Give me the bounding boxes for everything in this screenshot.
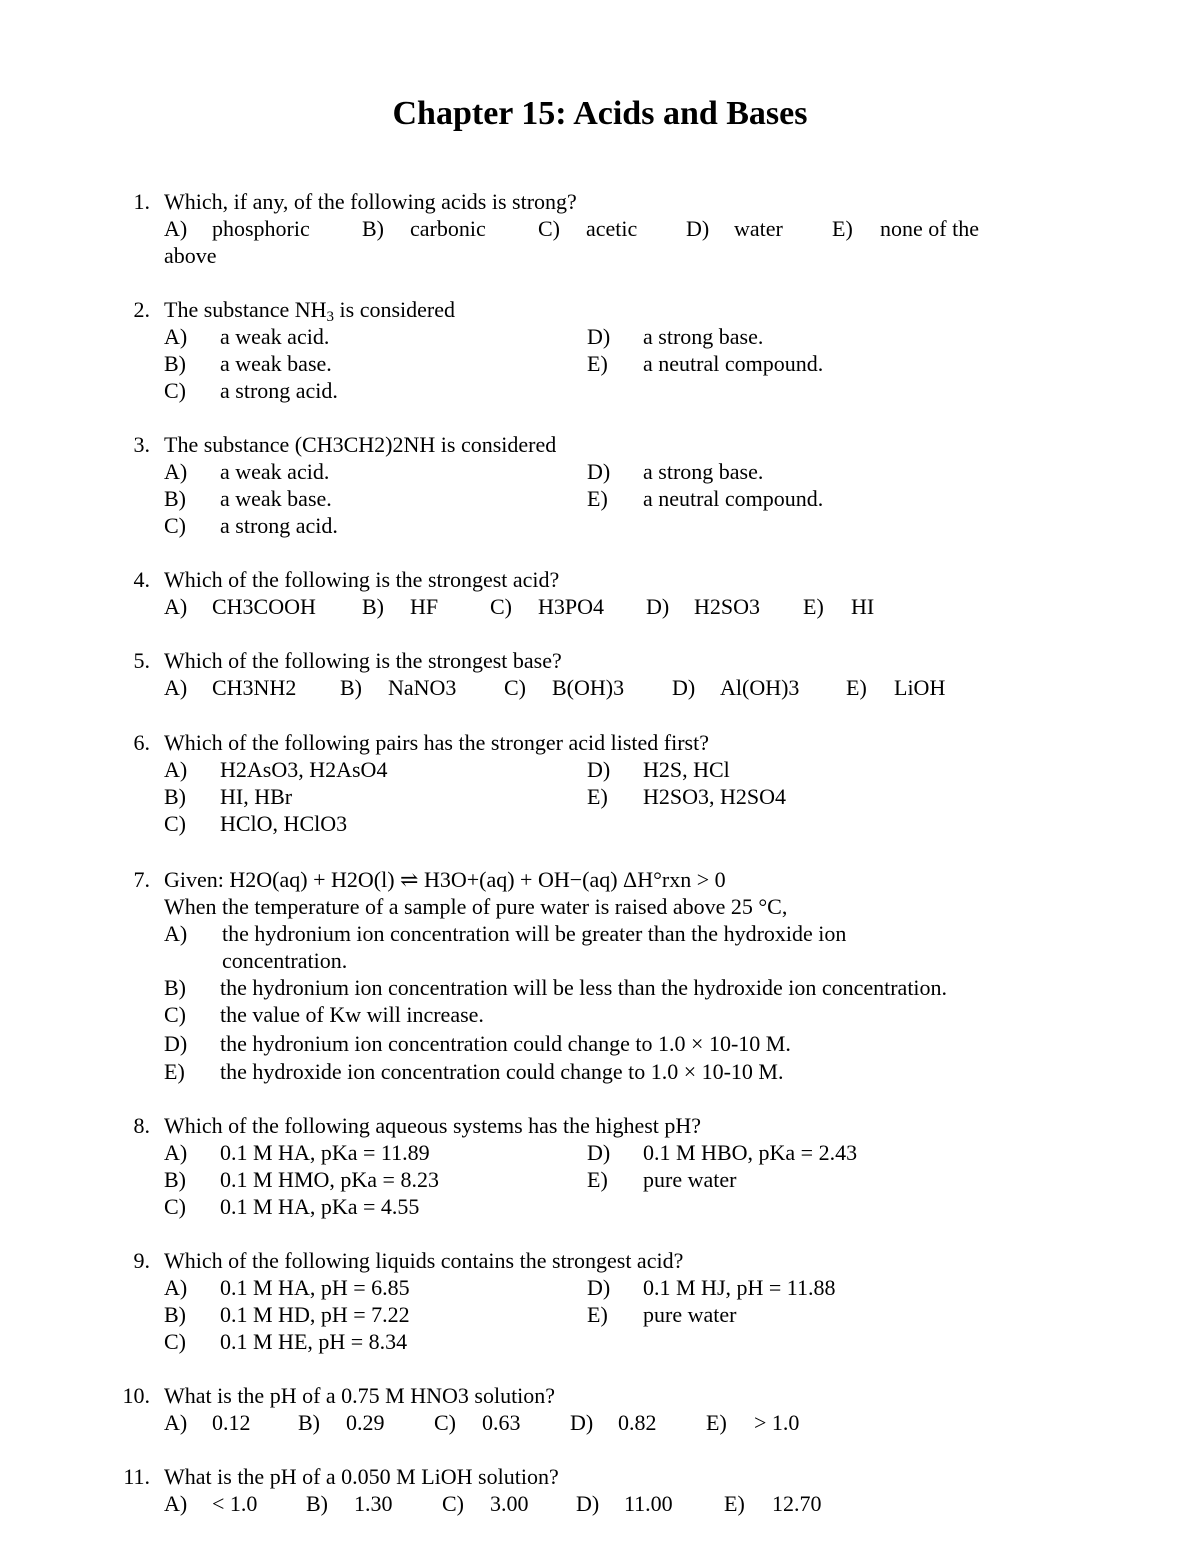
option-c[interactable]: C) 0.1 M HA, pKa = 4.55	[164, 1194, 420, 1219]
question-stem: Which of the following aqueous systems has the highest pH?	[164, 1113, 702, 1138]
option-a[interactable]: A) 0.1 M HA, pKa = 11.89	[164, 1140, 430, 1165]
question-number: 2.	[133, 297, 150, 322]
option-a[interactable]: A) CH3COOH	[164, 594, 316, 619]
option-d[interactable]: D) H2SO3	[646, 594, 761, 619]
question-number: 4.	[133, 567, 150, 592]
option-a[interactable]: A) 0.12	[164, 1410, 251, 1435]
option-c[interactable]: C) 0.63	[434, 1410, 521, 1435]
question-stem: Which of the following pairs has the stronger acid listed first?	[164, 730, 709, 755]
question-stem: Given: H2O(aq) + H2O(l) ⇌ H3O+(aq) + OH−(aq) ΔH°rxn > 0	[164, 867, 726, 892]
option-d[interactable]: D) the hydronium ion concentration could change to 1.0 × 10-10 M.	[164, 1031, 791, 1056]
option-c[interactable]: C) acetic	[538, 216, 638, 241]
option-a[interactable]: A) phosphoric	[164, 216, 310, 241]
option-b[interactable]: B) NaNO3	[340, 675, 457, 700]
option-e[interactable]: E) > 1.0	[706, 1410, 800, 1435]
option-c[interactable]: C) the value of Kw will increase.	[164, 1002, 484, 1027]
option-b[interactable]: B) a weak base.	[164, 351, 332, 376]
option-a[interactable]: A) CH3NH2	[164, 675, 297, 700]
option-e[interactable]: E) 12.70	[724, 1491, 822, 1516]
option-c[interactable]: C) HClO, HClO3	[164, 811, 348, 836]
option-e[interactable]: E) H2SO3, H2SO4	[587, 784, 787, 809]
question-stem: What is the pH of a 0.050 M LiOH solution?	[164, 1464, 559, 1489]
option-c[interactable]: C) 3.00	[442, 1491, 529, 1516]
option-e[interactable]: E) none of the	[832, 216, 979, 241]
option-c[interactable]: C) H3PO4	[490, 594, 605, 619]
option-b[interactable]: B) a weak base.	[164, 486, 332, 511]
question-stem: What is the pH of a 0.75 M HNO3 solution?	[164, 1383, 556, 1408]
option-c[interactable]: C) 0.1 M HE, pH = 8.34	[164, 1329, 408, 1354]
question-stem: Which, if any, of the following acids is strong?	[164, 189, 577, 214]
question-number: 6.	[133, 730, 150, 755]
option-e[interactable]: E) pure water	[587, 1167, 737, 1192]
question-number: 9.	[133, 1248, 150, 1273]
option-a[interactable]: A) a weak acid.	[164, 459, 330, 484]
option-e[interactable]: E) pure water	[587, 1302, 737, 1327]
question-stem: Which of the following is the strongest acid?	[164, 567, 560, 592]
option-a[interactable]: A) 0.1 M HA, pH = 6.85	[164, 1275, 410, 1300]
option-e-continuation: above	[164, 243, 217, 268]
option-d[interactable]: D) a strong base.	[587, 459, 764, 484]
option-d[interactable]: D) 0.1 M HBO, pKa = 2.43	[587, 1140, 858, 1165]
option-d[interactable]: D) 0.1 M HJ, pH = 11.88	[587, 1275, 836, 1300]
question-number: 10.	[122, 1383, 150, 1408]
option-c[interactable]: C) B(OH)3	[504, 675, 625, 700]
option-b[interactable]: B) the hydronium ion concentration will be less than the hydroxide ion concentration.	[164, 975, 948, 1000]
option-d[interactable]: D) water	[686, 216, 783, 241]
option-e[interactable]: E) LiOH	[846, 675, 946, 700]
page-title: Chapter 15: Acids and Bases	[392, 95, 808, 132]
question-number: 3.	[133, 432, 150, 457]
option-e[interactable]: E) a neutral compound.	[587, 351, 824, 376]
option-b[interactable]: B) carbonic	[362, 216, 486, 241]
option-b[interactable]: B) 0.1 M HMO, pKa = 8.23	[164, 1167, 439, 1192]
question-number: 11.	[123, 1464, 150, 1489]
option-b[interactable]: B) HI, HBr	[164, 784, 293, 809]
question-stem-line-2: When the temperature of a sample of pure water is raised above 25 °C,	[164, 894, 788, 919]
option-b[interactable]: B) HF	[362, 594, 439, 619]
question-stem: The substance $NH_3$ is considered	[164, 297, 455, 325]
question-number: 5.	[133, 648, 150, 673]
question-stem: Which of the following is the strongest base?	[164, 648, 562, 673]
option-b[interactable]: B) 1.30	[306, 1491, 393, 1516]
option-a[interactable]: A) the hydronium ion concentration will be greater than the hydroxide ion concentration.	[164, 921, 847, 973]
option-d[interactable]: D) a strong base.	[587, 324, 764, 349]
question-number: 1.	[133, 189, 150, 214]
option-b[interactable]: B) 0.29	[298, 1410, 385, 1435]
option-e[interactable]: E) the hydroxide ion concentration could change to 1.0 × 10-10 M.	[164, 1059, 784, 1084]
question-stem: The substance (CH3CH2)2NH is considered	[164, 432, 557, 457]
option-c[interactable]: C) a strong acid.	[164, 513, 338, 538]
option-c[interactable]: C) a strong acid.	[164, 378, 338, 403]
option-d[interactable]: D) H2S, HCl	[587, 757, 730, 782]
question-number: 8.	[133, 1113, 150, 1138]
option-d[interactable]: D) Al(OH)3	[672, 675, 800, 700]
option-e[interactable]: E) a neutral compound.	[587, 486, 824, 511]
option-a[interactable]: A) a weak acid.	[164, 324, 330, 349]
option-e[interactable]: E) HI	[803, 594, 875, 619]
option-d[interactable]: D) 0.82	[570, 1410, 657, 1435]
option-d[interactable]: D) 11.00	[576, 1491, 673, 1516]
option-a[interactable]: A) < 1.0	[164, 1491, 258, 1516]
option-b[interactable]: B) 0.1 M HD, pH = 7.22	[164, 1302, 410, 1327]
question-stem: Which of the following liquids contains the strongest acid?	[164, 1248, 684, 1273]
option-a[interactable]: A) H2AsO3, H2AsO4	[164, 757, 388, 782]
question-number: 7.	[133, 867, 150, 892]
